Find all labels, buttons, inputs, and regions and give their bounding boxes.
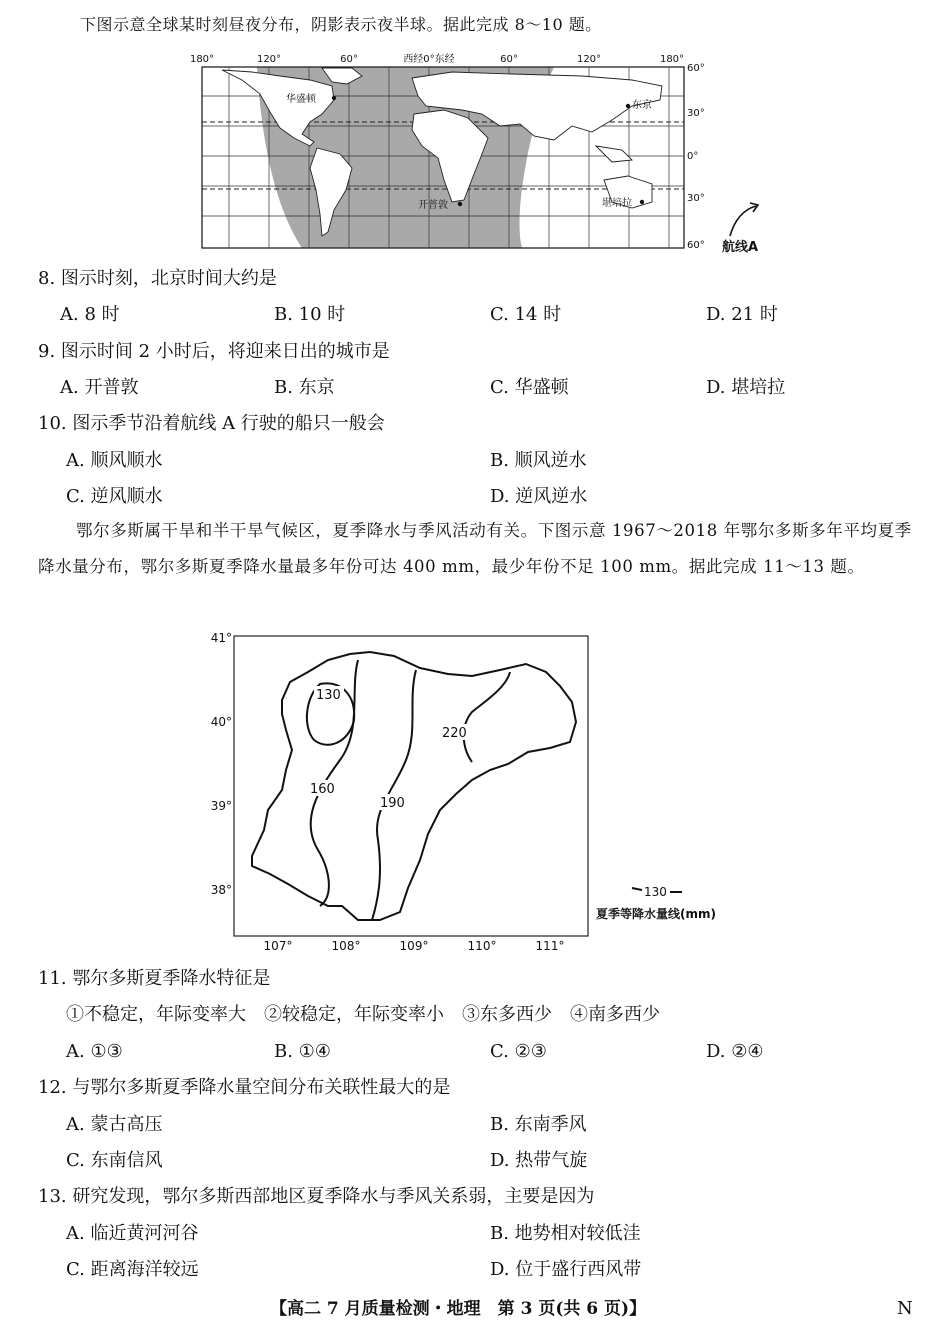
q9-option-d: D. 堪培拉 [706, 377, 786, 398]
city-capetown: 开普敦 [418, 200, 448, 211]
lon-label: 60° [340, 54, 358, 65]
lon-label: 120° [256, 54, 282, 65]
city-dot-canberra [640, 200, 644, 204]
q8-option-c: C. 14 时 [490, 304, 562, 325]
route-a-label: 航线A [722, 240, 759, 255]
q11-option-a: A. ①③ [66, 1041, 123, 1062]
q9-option-c: C. 华盛顿 [490, 377, 569, 398]
question-13-stem: 13. 研究发现，鄂尔多斯西部地区夏季降水与季风关系弱，主要是因为 [38, 1186, 595, 1207]
contour-label-220: 220 [442, 726, 467, 741]
question-11-stem: 11. 鄂尔多斯夏季降水特征是 [38, 968, 271, 989]
q11-option-d: D. ②④ [706, 1041, 764, 1062]
city-canberra: 堪培拉 [602, 198, 632, 209]
city-tokyo: 东京 [632, 100, 652, 111]
lat-label: 40° [210, 715, 232, 729]
q10-option-d: D. 逆风逆水 [490, 486, 588, 507]
city-washington: 华盛顿 [286, 94, 316, 105]
q8-option-a: A. 8 时 [60, 304, 120, 325]
q13-option-d: D. 位于盛行西风带 [490, 1259, 642, 1280]
contour-label-130: 130 [316, 688, 341, 703]
lat-label: 30° [687, 108, 705, 119]
q13-option-a: A. 临近黄河河谷 [66, 1223, 199, 1244]
q8-option-d: D. 21 时 [706, 304, 778, 325]
contour-label-190: 190 [380, 796, 405, 811]
q13-option-c: C. 距离海洋较远 [66, 1259, 199, 1280]
q10-option-a: A. 顺风顺水 [66, 450, 163, 471]
lon-label: 180° [659, 54, 685, 65]
page-mark: N [897, 1298, 913, 1319]
legend-value: 130 [644, 885, 667, 899]
lat-label: 38° [210, 883, 232, 897]
question-8-stem: 8. 图示时刻，北京时间大约是 [38, 268, 277, 289]
lon-label: 111° [535, 939, 565, 952]
q13-option-b: B. 地势相对较低洼 [490, 1223, 641, 1244]
q12-option-c: C. 东南信风 [66, 1150, 163, 1171]
question-10-stem: 10. 图示季节沿着航线 A 行驶的船只一般会 [38, 413, 385, 434]
page-footer: 【高二 7 月质量检测・地理 第 3 页(共 6 页)】 [270, 1299, 647, 1319]
city-dot-tokyo [626, 104, 630, 108]
question-9-stem: 9. 图示时间 2 小时后，将迎来日出的城市是 [38, 341, 390, 362]
lon-label: 109° [399, 939, 429, 952]
legend-text: 夏季等降水量线(mm) [596, 907, 716, 921]
q11-option-c: C. ②③ [490, 1041, 547, 1062]
ordos-precipitation-map [210, 630, 740, 952]
lat-label: 30° [687, 193, 705, 204]
q12-option-a: A. 蒙古高压 [66, 1114, 163, 1135]
city-dot-washington [332, 96, 336, 100]
lon-label: 120° [576, 54, 602, 65]
q12-option-b: B. 东南季风 [490, 1114, 587, 1135]
q11-statements: ①不稳定，年际变率大 ②较稳定，年际变率小 ③东多西少 ④南多西少 [66, 1004, 660, 1025]
lat-label: 0° [687, 151, 699, 162]
question-12-stem: 12. 与鄂尔多斯夏季降水量空间分布关联性最大的是 [38, 1077, 451, 1098]
q9-option-b: B. 东京 [274, 377, 335, 398]
lat-label: 39° [210, 799, 232, 813]
lat-label: 60° [687, 240, 705, 251]
lon-label-center: 西经0°东经 [403, 54, 455, 65]
q10-option-c: C. 逆风顺水 [66, 486, 163, 507]
q11-option-b: B. ①④ [274, 1041, 331, 1062]
lon-label: 107° [263, 939, 293, 952]
contour-label-160: 160 [310, 782, 335, 797]
lat-label: 60° [687, 63, 705, 74]
intro-text-1: 下图示意全球某时刻昼夜分布，阴影表示夜半球。据此完成 8～10 题。 [80, 15, 602, 34]
lon-label: 110° [467, 939, 497, 952]
day-night-map [182, 50, 772, 255]
lon-label: 60° [500, 54, 518, 65]
city-dot-capetown [458, 202, 462, 206]
q12-option-d: D. 热带气旋 [490, 1150, 588, 1171]
lon-label: 108° [331, 939, 361, 952]
q9-option-a: A. 开普敦 [60, 377, 139, 398]
q8-option-b: B. 10 时 [274, 304, 346, 325]
lat-label: 41° [210, 631, 232, 645]
intro-text-2: 鄂尔多斯属干旱和半干旱气候区，夏季降水与季风活动有关。下图示意 1967～2018 年鄂尔多斯多年平均夏季降水量分布，鄂尔多斯夏季降水量最多年份可达 400 mm，最少年份不足 100 mm。据此完成 11～13 题。 [38, 521, 912, 576]
q10-option-b: B. 顺风逆水 [490, 450, 587, 471]
lon-label: 180° [189, 54, 215, 65]
